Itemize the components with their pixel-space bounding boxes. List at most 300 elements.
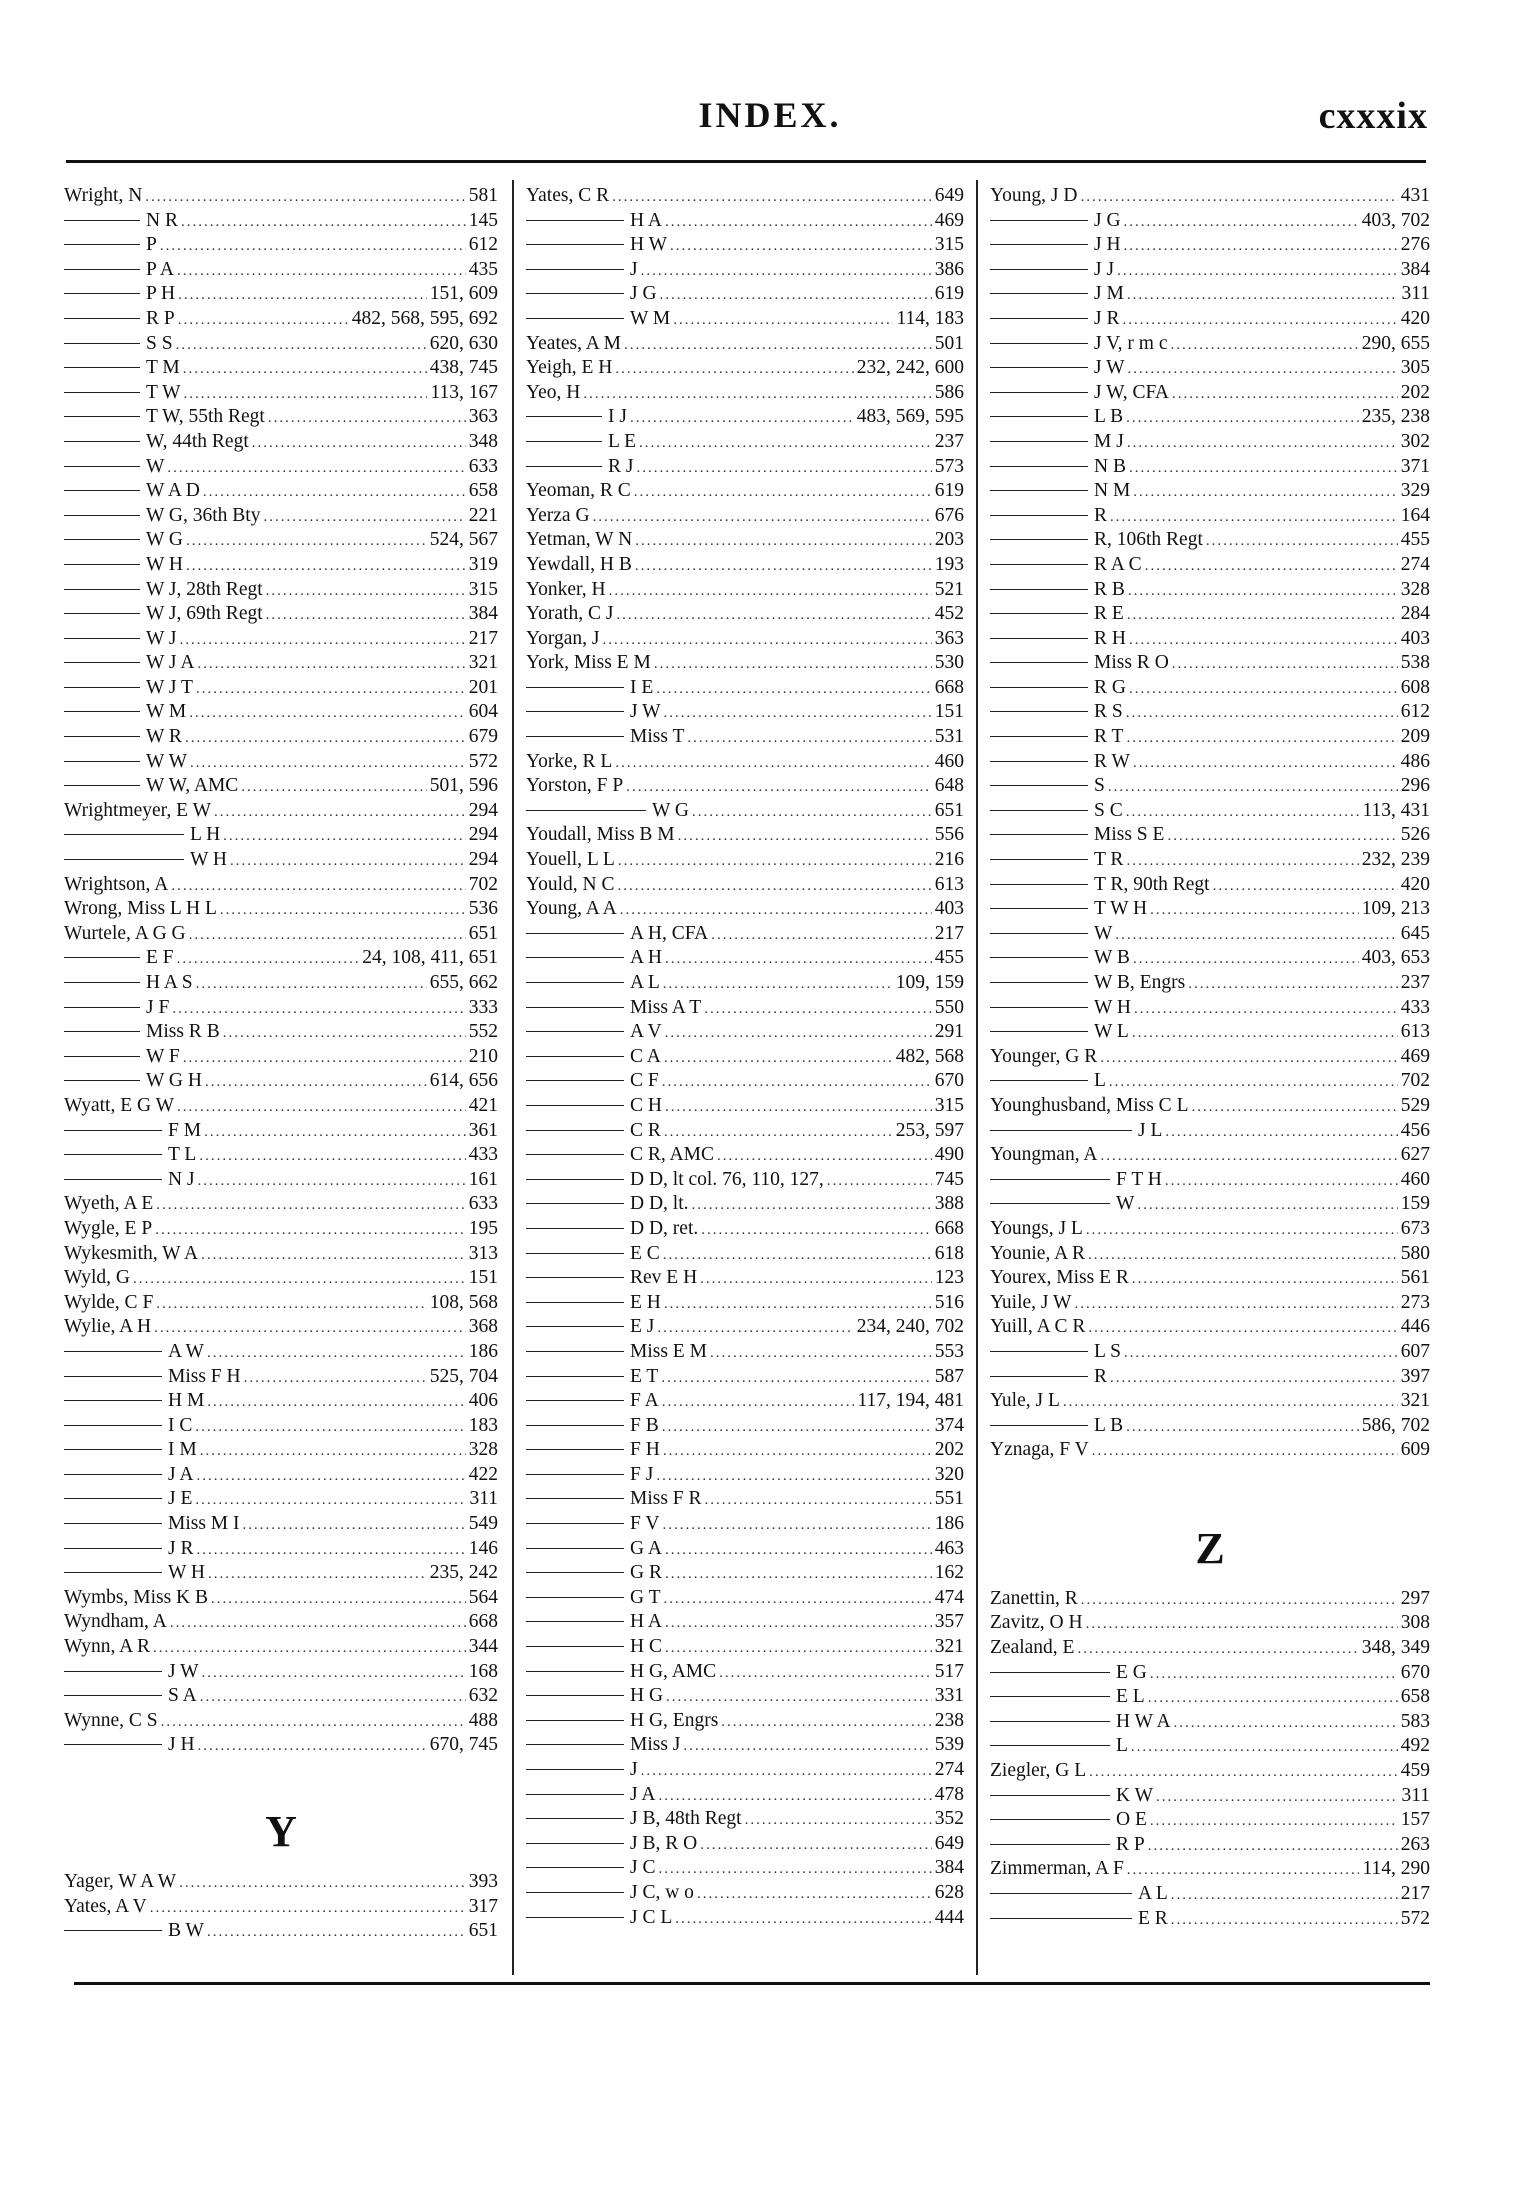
index-entry: [526, 1438, 964, 1463]
ditto-dash: [64, 785, 140, 786]
entry-name: Youngs, J L: [990, 1217, 1083, 1239]
entry-pages: 649: [934, 185, 964, 206]
index-entry: [526, 1758, 964, 1783]
index-entry: [64, 774, 498, 799]
dot-leader: [266, 579, 466, 603]
ditto-dash: [64, 269, 140, 270]
index-entry: [526, 553, 964, 578]
index-entry: [64, 799, 498, 824]
entry-pages: 363: [468, 406, 498, 428]
entry-pages: 329: [1400, 480, 1430, 502]
dot-leader: [189, 701, 465, 725]
ditto-dash: [64, 1080, 140, 1081]
entry-pages: 516: [934, 1291, 964, 1313]
entry-pages: 614, 656: [429, 1070, 498, 1092]
index-entry: [990, 282, 1430, 307]
dot-leader: [1086, 1612, 1398, 1636]
ditto-dash: [990, 343, 1088, 344]
index-entry: [990, 307, 1430, 332]
dot-leader: [687, 726, 931, 750]
dot-leader: [195, 1488, 466, 1512]
dot-leader: [705, 1488, 932, 1512]
ditto-dash: [526, 1154, 624, 1155]
entry-pages: 315: [468, 578, 498, 600]
entry-name: L B: [1094, 1414, 1124, 1436]
ditto-dash: [526, 293, 624, 294]
index-entry: [526, 578, 964, 603]
entry-pages: 311: [1401, 283, 1430, 305]
entry-pages: 618: [934, 1242, 964, 1264]
entry-name: E L: [1116, 1686, 1145, 1708]
index-entry: [990, 258, 1430, 283]
dot-leader: [665, 1095, 932, 1119]
entry-name: W M: [630, 307, 671, 329]
entry-pages: 114, 290: [1362, 1858, 1430, 1880]
entry-name: R T: [1094, 726, 1124, 748]
entry-pages: 572: [468, 750, 498, 772]
index-entry: [526, 971, 964, 996]
entry-name: Wrong, Miss L H L: [64, 898, 217, 920]
entry-pages: 488: [468, 1709, 498, 1731]
dot-leader: [665, 1562, 932, 1586]
dot-leader: [662, 1513, 931, 1537]
dot-leader: [1128, 357, 1398, 381]
index-entry: [64, 1537, 498, 1562]
index-entry: [64, 1895, 498, 1920]
index-entry: [990, 1833, 1430, 1858]
dot-leader: [603, 628, 932, 652]
index-entry: [990, 405, 1430, 430]
ditto-dash: [990, 1721, 1110, 1722]
ditto-dash: [64, 736, 140, 737]
ditto-dash: [990, 269, 1088, 270]
entry-name: W H: [146, 553, 184, 575]
index-entry: [64, 1192, 498, 1217]
entry-pages: 108, 568: [429, 1291, 498, 1313]
entry-name: R P: [146, 307, 175, 329]
entry-name: H M: [168, 1390, 205, 1412]
index-entry: [990, 1094, 1430, 1119]
entry-name: Yager, W A W: [64, 1871, 177, 1892]
dot-leader: [178, 283, 427, 307]
entry-name: J M: [1094, 283, 1124, 305]
ditto-dash: [526, 736, 624, 737]
index-entry: [990, 774, 1430, 799]
index-entry: [990, 1611, 1430, 1636]
entry-name: H W: [630, 234, 668, 256]
dot-leader: [155, 1218, 466, 1242]
dot-leader: [1089, 1760, 1398, 1784]
entry-pages: 388: [934, 1193, 964, 1215]
dot-leader: [635, 529, 932, 553]
entry-name: J A: [168, 1463, 194, 1485]
index-entry: [526, 1389, 964, 1414]
dot-leader: [196, 1464, 465, 1488]
index-entry: [64, 1143, 498, 1168]
dot-leader: [160, 234, 466, 258]
index-entry: [64, 1586, 498, 1611]
entry-name: J E: [168, 1488, 193, 1510]
entry-pages: 168: [468, 1660, 498, 1682]
entry-pages: 463: [934, 1537, 964, 1559]
ditto-dash: [990, 1745, 1110, 1746]
entry-name: Wynne, C S: [64, 1709, 158, 1731]
entry-name: S S: [146, 332, 173, 354]
entry-name: K W: [1116, 1784, 1154, 1806]
dot-leader: [658, 1784, 931, 1808]
entry-pages: 438, 745: [429, 357, 498, 379]
entry-name: L H: [190, 824, 221, 846]
index-entry: [64, 1389, 498, 1414]
entry-pages: 658: [1400, 1686, 1430, 1708]
index-entry: [64, 1660, 498, 1685]
index-entry: [64, 1094, 498, 1119]
index-entry: [526, 651, 964, 676]
dot-leader: [711, 923, 932, 947]
dot-leader: [1165, 1169, 1398, 1193]
ditto-dash: [990, 466, 1088, 467]
index-entry: [990, 1266, 1430, 1291]
entry-name: J F: [146, 996, 170, 1018]
dot-leader: [1150, 1662, 1398, 1686]
entry-name: T M: [146, 357, 180, 379]
ditto-dash: [526, 1744, 624, 1745]
index-entry: [526, 455, 964, 480]
index-entry: [64, 651, 498, 676]
index-entry: [990, 578, 1430, 603]
entry-pages: 613: [1400, 1021, 1430, 1043]
dot-leader: [179, 1871, 466, 1895]
index-column-3: [990, 184, 1430, 1931]
index-entry: [64, 1045, 498, 1070]
entry-pages: 553: [934, 1340, 964, 1362]
dot-leader: [1086, 1218, 1398, 1242]
entry-pages: 294: [468, 824, 498, 846]
entry-pages: 645: [1400, 922, 1430, 944]
entry-pages: 361: [468, 1119, 498, 1141]
entry-pages: 294: [468, 849, 498, 871]
dot-leader: [133, 1267, 466, 1291]
dot-leader: [697, 1882, 932, 1906]
entry-name: T R: [1094, 849, 1124, 871]
ditto-dash: [64, 589, 140, 590]
ditto-dash: [64, 711, 140, 712]
dot-leader: [1148, 1834, 1398, 1858]
section-letter: Z: [1195, 1523, 1225, 1573]
entry-name: Zealand, E: [990, 1637, 1075, 1659]
entry-pages: 670: [934, 1070, 964, 1092]
dot-leader: [665, 947, 932, 971]
index-entry: [526, 1315, 964, 1340]
entry-name: R E: [1094, 603, 1124, 625]
dot-leader: [665, 1538, 932, 1562]
entry-name: J V, r m c: [1094, 332, 1168, 354]
entry-pages: 420: [1400, 873, 1430, 895]
ditto-dash: [990, 834, 1088, 835]
index-entry: [64, 1315, 498, 1340]
index-entry: [64, 1919, 498, 1944]
index-entry: [990, 184, 1430, 209]
entry-pages: 333: [468, 996, 498, 1018]
ditto-dash: [526, 1867, 624, 1868]
index-entry: [64, 356, 498, 381]
entry-pages: 633: [468, 1193, 498, 1215]
entry-name: A L: [1138, 1883, 1168, 1904]
entry-pages: 517: [934, 1660, 964, 1682]
ditto-dash: [990, 564, 1088, 565]
index-entry: [64, 627, 498, 652]
entry-name: B W: [168, 1920, 204, 1942]
index-entry: [64, 1168, 498, 1193]
entry-pages: 294: [468, 799, 498, 821]
entry-name: E J: [630, 1316, 655, 1338]
ditto-dash: [990, 613, 1088, 614]
dot-leader: [1092, 1439, 1398, 1463]
index-entry: [990, 897, 1430, 922]
entry-name: F H: [630, 1439, 660, 1461]
ditto-dash: [990, 1918, 1132, 1919]
entry-name: R, 106th Regt: [1094, 529, 1203, 551]
entry-name: Wylde, C F: [64, 1291, 154, 1313]
entry-pages: 460: [934, 750, 964, 772]
entry-pages: 469: [1400, 1045, 1430, 1067]
entry-name: Miss S E: [1094, 824, 1165, 846]
dot-leader: [156, 1193, 465, 1217]
ditto-dash: [990, 662, 1088, 663]
index-entry: [990, 1685, 1430, 1710]
index-entry: [64, 750, 498, 775]
entry-name: H G, Engrs: [630, 1709, 719, 1731]
bottom-rule: [74, 1982, 1430, 1985]
entry-pages: 216: [934, 849, 964, 871]
index-entry: [526, 1069, 964, 1094]
entry-pages: 237: [1400, 972, 1430, 993]
index-entry: [990, 1710, 1430, 1735]
dot-leader: [181, 210, 466, 234]
entry-pages: 651: [468, 922, 498, 944]
entry-pages: 460: [1400, 1168, 1430, 1190]
entry-name: W: [146, 455, 165, 477]
dot-leader: [207, 1920, 466, 1944]
index-entry: [64, 946, 498, 971]
ditto-dash: [990, 1696, 1110, 1697]
dot-leader: [145, 185, 465, 209]
dot-leader: [1206, 529, 1398, 553]
dot-leader: [678, 824, 932, 848]
entry-name: E F: [146, 947, 174, 969]
entry-pages: 633: [468, 455, 498, 477]
entry-name: Yorath, C J: [526, 603, 614, 625]
index-entry: [526, 1610, 964, 1635]
ditto-dash: [526, 982, 624, 983]
index-entry: [990, 332, 1430, 357]
dot-leader: [626, 775, 932, 799]
entry-name: Miss T: [630, 726, 685, 748]
entry-pages: 486: [1400, 750, 1430, 772]
index-entry: [526, 1266, 964, 1291]
entry-pages: 352: [934, 1808, 964, 1830]
entry-pages: 274: [934, 1759, 964, 1780]
entry-name: Miss J: [630, 1734, 681, 1756]
entry-pages: 619: [934, 480, 964, 502]
index-entry: [990, 1587, 1430, 1612]
index-entry: [526, 946, 964, 971]
index-entry: [526, 209, 964, 234]
dot-leader: [203, 480, 466, 504]
entry-name: W B: [1094, 947, 1130, 969]
ditto-dash: [990, 982, 1088, 983]
index-entry: [990, 209, 1430, 234]
entry-name: J J: [1094, 258, 1115, 280]
ditto-dash: [526, 1105, 624, 1106]
index-entry: [526, 799, 964, 824]
index-entry: [526, 1807, 964, 1832]
entry-pages: 319: [468, 553, 498, 575]
entry-pages: 113, 431: [1362, 799, 1430, 821]
entry-pages: 209: [1400, 726, 1430, 748]
index-entry: [526, 282, 964, 307]
index-entry: [526, 1512, 964, 1537]
index-entry: [526, 774, 964, 799]
dot-leader: [665, 210, 932, 234]
entry-name: Yewdall, H B: [526, 553, 632, 575]
dot-leader: [1134, 997, 1398, 1021]
index-entry: [990, 1759, 1430, 1784]
entry-name: F A: [630, 1390, 659, 1412]
dot-leader: [670, 234, 932, 258]
entry-name: P H: [146, 283, 176, 305]
index-entry: [64, 1635, 498, 1660]
entry-name: W B, Engrs: [1094, 972, 1186, 993]
column-divider: [976, 180, 978, 1975]
dot-leader: [593, 505, 932, 529]
entry-name: H G: [630, 1685, 664, 1707]
ditto-dash: [990, 810, 1088, 811]
entry-name: Wynn, A R: [64, 1636, 151, 1658]
dot-leader: [1117, 259, 1398, 283]
entry-name: R B: [1094, 578, 1125, 600]
ditto-dash: [526, 1892, 624, 1893]
entry-name: Younger, G R: [990, 1045, 1098, 1067]
entry-name: Yznaga, F V: [990, 1439, 1089, 1461]
dot-leader: [195, 1415, 465, 1439]
index-entry: [990, 1389, 1430, 1414]
entry-name: S C: [1094, 799, 1123, 821]
entry-name: W H: [168, 1562, 206, 1584]
index-entry: [526, 1217, 964, 1242]
ditto-dash: [526, 1818, 624, 1819]
entry-pages: 670: [1400, 1661, 1430, 1683]
entry-pages: 159: [1400, 1193, 1430, 1215]
entry-name: J G: [630, 283, 657, 305]
entry-pages: 151, 609: [429, 283, 498, 305]
index-entry: [64, 848, 498, 873]
entry-pages: 274: [1400, 553, 1430, 575]
ditto-dash: [526, 1621, 624, 1622]
index-entry: [64, 725, 498, 750]
entry-pages: 433: [468, 1144, 498, 1166]
index-entry: [990, 233, 1430, 258]
entry-name: Yeo, H: [526, 381, 581, 403]
ditto-dash: [526, 1277, 624, 1278]
entry-pages: 627: [1400, 1144, 1430, 1166]
index-entry: [990, 1365, 1430, 1390]
ditto-dash: [64, 638, 140, 639]
entry-name: Yould, N C: [526, 873, 615, 895]
index-entry: [526, 1733, 964, 1758]
entry-pages: 384: [1400, 258, 1430, 280]
entry-name: J: [630, 1759, 638, 1780]
entry-name: T L: [168, 1144, 197, 1166]
ditto-dash: [990, 785, 1088, 786]
entry-pages: 368: [468, 1316, 498, 1338]
entry-pages: 552: [468, 1021, 498, 1043]
ditto-dash: [526, 1572, 624, 1573]
ditto-dash: [526, 416, 602, 417]
ditto-dash: [64, 392, 140, 393]
index-entry: [990, 1119, 1430, 1144]
entry-pages: 234, 240, 702: [856, 1316, 964, 1338]
ditto-dash: [64, 1695, 162, 1696]
entry-name: F B: [630, 1414, 659, 1436]
ditto-dash: [990, 933, 1088, 934]
entry-name: A L: [630, 972, 660, 993]
dot-leader: [200, 1685, 466, 1709]
dot-leader: [609, 579, 932, 603]
ditto-dash: [64, 957, 140, 958]
entry-pages: 745: [934, 1168, 964, 1190]
index-entry: [990, 1168, 1430, 1193]
dot-leader: [664, 1046, 893, 1070]
entry-name: G T: [630, 1586, 661, 1608]
entry-pages: 232, 239: [1361, 849, 1430, 871]
index-entry: [526, 1291, 964, 1316]
dot-leader: [664, 1120, 893, 1144]
ditto-dash: [526, 1056, 624, 1057]
index-entry: [526, 307, 964, 332]
index-entry: [526, 1906, 964, 1931]
entry-name: R W: [1094, 750, 1130, 772]
ditto-dash: [990, 761, 1088, 762]
entry-name: S A: [168, 1685, 197, 1707]
index-entry: [64, 553, 498, 578]
entry-name: J W: [630, 701, 661, 723]
index-entry: [990, 1143, 1430, 1168]
index-entry: [990, 873, 1430, 898]
entry-name: Yetman, W N: [526, 529, 633, 551]
entry-name: W A D: [146, 480, 200, 502]
entry-pages: 446: [1400, 1316, 1430, 1338]
entry-pages: 328: [468, 1439, 498, 1461]
entry-name: Yorgan, J: [526, 627, 600, 649]
index-entry: [526, 1856, 964, 1881]
entry-name: N B: [1094, 455, 1126, 477]
index-entry: [526, 922, 964, 947]
dot-leader: [207, 1341, 466, 1365]
index-entry: [64, 1733, 498, 1758]
index-entry: [64, 1340, 498, 1365]
entry-name: J G: [1094, 209, 1121, 231]
entry-pages: 549: [468, 1513, 498, 1535]
dot-leader: [1188, 972, 1398, 996]
dot-leader: [177, 1095, 466, 1119]
dot-leader: [243, 1513, 466, 1537]
entry-pages: 676: [934, 504, 964, 526]
index-entry: [526, 823, 964, 848]
index-entry: [64, 700, 498, 725]
entry-pages: 263: [1400, 1833, 1430, 1855]
dot-leader: [1126, 800, 1360, 824]
